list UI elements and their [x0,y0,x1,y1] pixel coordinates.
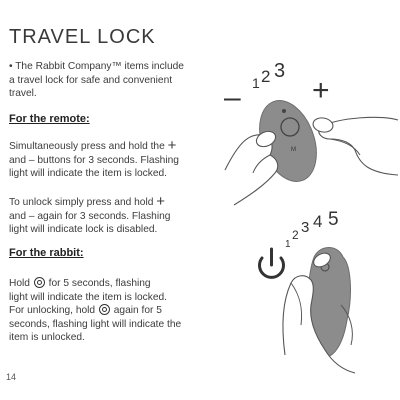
text: light will indicate lock is disabled. [9,224,158,235]
text: Hold [9,278,30,289]
text: seconds, flashing light will indicate the [9,318,182,330]
minus-glyph: – [28,210,35,222]
text: again for 5 [113,305,162,316]
count-label: 1 [285,239,291,250]
intro-line: a travel lock for safe and convenient [9,74,173,86]
remote-heading: For the remote: [9,113,90,125]
count-label: 3 [274,60,286,82]
text: buttons for 3 seconds. Flashing [37,154,179,166]
remote-lock-paragraph [9,137,179,181]
text: light will indicate the item is locked. [9,291,167,303]
text: and [9,154,26,166]
intro-line: • The Rabbit Company™ items include [9,61,184,72]
ring-button-icon [34,277,45,288]
plus-glyph: + [156,193,166,210]
count-label: 3 [301,219,310,236]
rabbit-paragraph [9,277,181,345]
text: for 5 seconds, flashing [48,278,151,289]
m-label: M [291,147,296,153]
page-number: 14 [6,372,17,382]
page-title: TRAVEL LOCK [9,26,156,48]
ring-button-icon [99,304,110,315]
text: light will indicate the item is locked. [9,168,167,179]
plus-label: + [312,74,330,107]
intro-paragraph [9,60,184,101]
text: Simultaneously press and hold the [9,141,165,152]
remote-unlock-paragraph [9,193,171,237]
rabbit-illustration [255,205,400,375]
intro-line: travel. [9,88,37,99]
count-label: 1 [252,75,260,91]
count-label: 5 [328,209,339,230]
text: For unlocking, hold [9,305,96,316]
text: again for 3 seconds. Flashing [37,210,171,222]
count-label: 2 [261,67,271,86]
plus-glyph: + [167,137,177,154]
minus-glyph: – [28,154,35,166]
count-label: 2 [292,228,299,242]
rabbit-heading: For the rabbit: [9,247,84,259]
text: and [9,210,26,222]
power-icon [260,249,284,277]
remote-light-dot [282,109,286,113]
text: item is unlocked. [9,332,85,343]
minus-label: – [224,81,241,114]
count-label: 4 [313,212,323,231]
remote-illustration [220,55,400,215]
text: To unlock simply press and hold [9,197,154,208]
